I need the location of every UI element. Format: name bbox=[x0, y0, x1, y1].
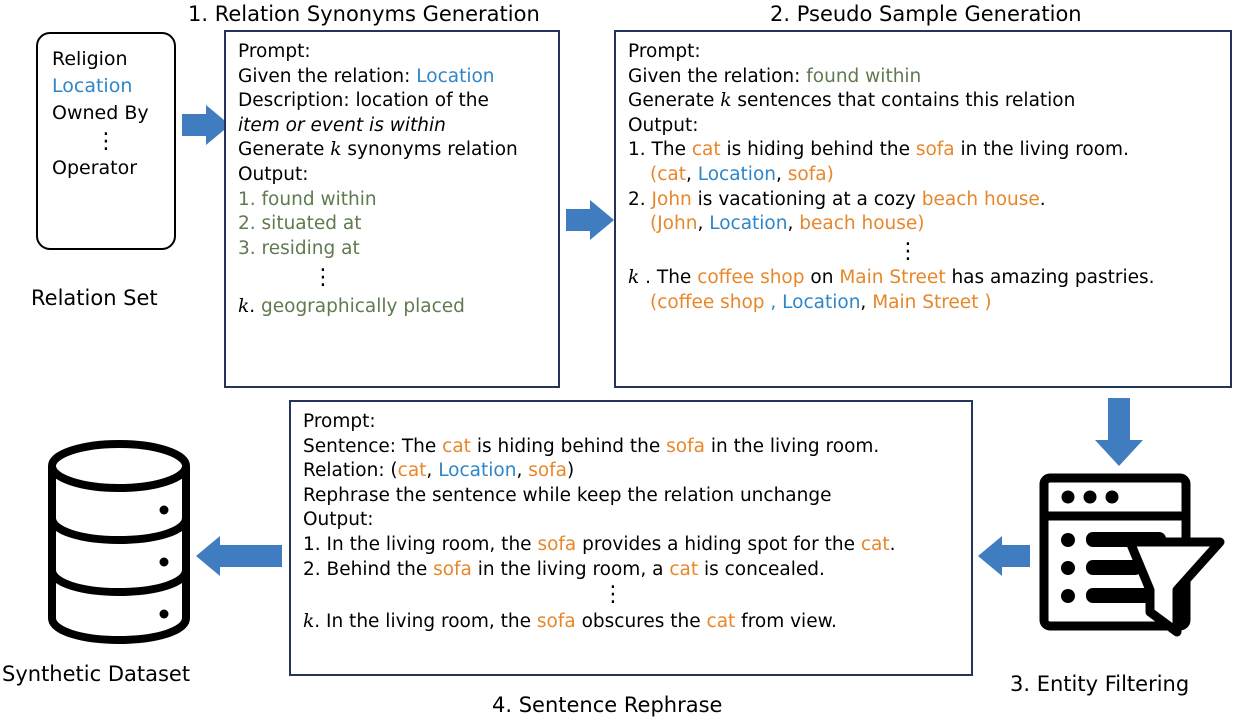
panel2-given-prefix: Given the relation: bbox=[628, 65, 807, 87]
relation-item-religion: Religion bbox=[52, 48, 128, 70]
stage-1-title: 1. Relation Synonyms Generation bbox=[188, 2, 540, 26]
panel4-relation-p6: ) bbox=[567, 460, 575, 482]
stage-4-title: 4. Sentence Rephrase bbox=[492, 693, 723, 717]
panel1-output-last-k: k bbox=[238, 295, 250, 317]
panel1-output-1-text: found within bbox=[261, 188, 377, 210]
panel2-given-relation-line bbox=[628, 65, 1220, 90]
panel2-item-last-t4: , bbox=[860, 291, 873, 313]
panel-relation-synonyms bbox=[224, 30, 560, 388]
panel4-item-2-p3: cat bbox=[669, 558, 699, 580]
panel2-generate-line bbox=[628, 89, 1220, 114]
panel2-item-1-t2: , bbox=[685, 163, 698, 185]
relation-set-caption: Relation Set bbox=[31, 286, 158, 310]
panel2-item-last-t5: Main Street bbox=[872, 291, 979, 313]
panel2-item-2-t0: ( bbox=[650, 213, 658, 235]
panel2-item-1-s1: cat bbox=[691, 139, 721, 161]
panel2-item-2-triple bbox=[628, 212, 1220, 237]
panel2-item-2-t2: , bbox=[697, 213, 710, 235]
panel2-item-1-t3: Location bbox=[697, 163, 776, 185]
panel2-item-1-s0: The bbox=[651, 139, 692, 161]
panel1-output-label: Output: bbox=[238, 163, 309, 185]
panel4-item-2-num: 2. bbox=[303, 558, 321, 580]
panel2-given-value: found within bbox=[806, 65, 922, 87]
panel4-prompt-label: Prompt: bbox=[303, 411, 376, 432]
panel4-item-last-dot: . bbox=[314, 610, 321, 632]
panel2-item-1-sentence bbox=[628, 138, 1220, 163]
panel4-item-1-num: 1. bbox=[303, 533, 321, 555]
panel2-item-last-sentence bbox=[628, 266, 1220, 291]
panel4-relation-p3: Location bbox=[438, 460, 517, 482]
panel2-item-2-t3: Location bbox=[709, 213, 788, 235]
panel4-sentence-line bbox=[303, 435, 961, 460]
panel1-output-2-text: situated at bbox=[261, 213, 362, 235]
panel4-sentence-p0: Sentence: The bbox=[303, 435, 443, 457]
panel2-prompt-label: Prompt: bbox=[628, 41, 701, 62]
panel1-description-line: Description: location of the bbox=[238, 90, 489, 112]
panel2-item-last-t3: Location bbox=[782, 291, 861, 313]
panel4-item-2-p1: sofa bbox=[433, 558, 472, 580]
arrow-panel2-to-filter bbox=[1095, 398, 1143, 466]
panel2-item-2-t5: beach house bbox=[799, 213, 918, 235]
panel4-item-last-p4: from view. bbox=[735, 610, 837, 632]
panel4-item-1-p3: cat bbox=[860, 533, 890, 555]
relation-set-box bbox=[36, 32, 176, 250]
panel2-ellipsis: ⋮ bbox=[897, 238, 919, 264]
panel4-item-2-p2: in the living room, a bbox=[471, 558, 670, 580]
panel4-item-2-p4: is concealed. bbox=[698, 558, 825, 580]
panel4-relation-p1: cat bbox=[397, 460, 427, 482]
panel2-item-last-s3: Main Street bbox=[839, 267, 946, 289]
panel2-item-last-t1: coffee shop bbox=[657, 291, 771, 313]
panel2-item-2-t1: John bbox=[657, 213, 698, 235]
database-cylinder-icon bbox=[44, 438, 194, 646]
panel2-item-2-s3: . bbox=[1039, 188, 1046, 210]
panel4-item-1-p4: . bbox=[889, 533, 896, 555]
panel2-item-last-t2: , bbox=[770, 291, 783, 313]
panel2-generate-k: k bbox=[720, 90, 732, 112]
panel2-item-2-num: 2. bbox=[628, 188, 646, 210]
panel4-item-last-p1: sofa bbox=[536, 610, 576, 632]
panel1-output-2 bbox=[238, 212, 548, 237]
panel4-item-1-p0: In the living room, the bbox=[326, 533, 538, 555]
panel2-item-1-s2: is hiding behind the bbox=[720, 139, 916, 161]
panel2-generate-prefix: Generate bbox=[628, 90, 721, 112]
arrow-filter-to-panel4 bbox=[978, 536, 1030, 576]
panel4-item-2 bbox=[303, 558, 961, 583]
arrow-relation-set-to-panel1 bbox=[182, 105, 230, 145]
panel1-output-1-num: 1. bbox=[238, 188, 256, 210]
panel2-item-last-s4: has amazing pastries. bbox=[945, 267, 1155, 289]
panel2-item-last-s1: coffee shop bbox=[697, 267, 805, 289]
panel1-given-relation-line bbox=[238, 65, 548, 90]
panel1-output-3 bbox=[238, 237, 548, 262]
panel2-item-1-t6: ) bbox=[826, 163, 834, 185]
panel2-item-last-dot: . bbox=[645, 267, 651, 289]
panel1-ellipsis: ⋮ bbox=[312, 265, 334, 291]
panel1-output-last-dot: . bbox=[249, 295, 256, 317]
panel2-item-last-k: k bbox=[628, 267, 640, 289]
panel2-item-2-s2: beach house bbox=[921, 188, 1040, 210]
panel4-relation-p0: Relation: ( bbox=[303, 460, 398, 482]
panel4-item-last-p0: In the living room, the bbox=[326, 610, 537, 632]
panel4-sentence-p4: in the living room. bbox=[704, 435, 880, 457]
panel4-item-1-p1: sofa bbox=[537, 533, 577, 555]
panel4-relation-p4: , bbox=[516, 460, 529, 482]
panel1-output-2-num: 2. bbox=[238, 213, 256, 235]
panel2-item-2-t6: ) bbox=[917, 213, 925, 235]
panel4-relation-p5: sofa bbox=[528, 460, 568, 482]
panel4-instruction: Rephrase the sentence while keep the relation unchange bbox=[303, 484, 832, 506]
stage-3-title: 3. Entity Filtering bbox=[1010, 672, 1190, 696]
panel2-item-last-t6: ) bbox=[978, 291, 992, 313]
relation-set-ellipsis: ⋮ bbox=[95, 128, 117, 154]
panel2-generate-suffix: sentences that contains this relation bbox=[731, 90, 1076, 112]
panel1-generate-k: k bbox=[330, 139, 342, 161]
panel2-item-2-sentence bbox=[628, 188, 1220, 213]
panel1-output-last-text: geographically placed bbox=[261, 295, 465, 317]
panel1-generate-suffix: synonyms relation bbox=[341, 139, 518, 161]
relation-item-owned-by: Owned By bbox=[52, 101, 149, 124]
panel4-item-last-k: k bbox=[303, 610, 315, 632]
panel4-output-label: Output: bbox=[303, 509, 374, 531]
panel1-generate-line bbox=[238, 138, 548, 163]
arrow-panel1-to-panel2 bbox=[566, 200, 614, 240]
panel2-item-1-t0: ( bbox=[650, 163, 658, 185]
filter-funnel-icon bbox=[1034, 470, 1230, 640]
panel4-sentence-p2: is hiding behind the bbox=[470, 435, 667, 457]
panel2-item-last-t0: ( bbox=[650, 291, 658, 313]
panel2-item-last-s2: on bbox=[804, 267, 840, 289]
panel1-given-prefix: Given the relation: bbox=[238, 65, 417, 87]
panel2-item-2-t4: , bbox=[787, 213, 800, 235]
panel1-given-value: Location bbox=[416, 65, 495, 87]
stage-2-title: 2. Pseudo Sample Generation bbox=[770, 2, 1082, 26]
panel-pseudo-sample bbox=[614, 30, 1232, 388]
panel4-item-2-p0: Behind the bbox=[326, 558, 434, 580]
panel2-item-1-s4: in the living room. bbox=[954, 139, 1129, 161]
relation-item-operator: Operator bbox=[52, 156, 138, 179]
panel4-item-last-p2: obscures the bbox=[575, 610, 707, 632]
panel1-output-1 bbox=[238, 188, 548, 213]
panel4-relation-line bbox=[303, 459, 961, 484]
panel1-output-3-num: 3. bbox=[238, 237, 256, 259]
panel2-item-1-s3: sofa bbox=[915, 139, 955, 161]
panel1-output-3-text: residing at bbox=[261, 237, 360, 259]
panel2-item-1-triple bbox=[628, 163, 1220, 188]
panel4-sentence-p1: cat bbox=[442, 435, 471, 457]
panel2-item-1-num: 1. bbox=[628, 139, 646, 161]
panel-sentence-rephrase bbox=[289, 400, 973, 676]
panel2-item-1-t5: sofa bbox=[787, 163, 827, 185]
panel4-item-last bbox=[303, 610, 961, 635]
panel2-item-1-t4: , bbox=[776, 163, 788, 185]
panel2-item-2-s0: John bbox=[651, 188, 692, 210]
panel4-item-1-p2: provides a hiding spot for the bbox=[576, 533, 861, 555]
panel1-generate-prefix: Generate bbox=[238, 139, 331, 161]
panel1-prompt-label: Prompt: bbox=[238, 41, 311, 62]
panel2-item-last-s0: The bbox=[656, 267, 698, 289]
panel4-item-last-p3: cat bbox=[706, 610, 736, 632]
panel2-item-1-t1: cat bbox=[657, 163, 686, 185]
panel1-description-italic: item or event is within bbox=[238, 114, 446, 136]
relation-item-location: Location bbox=[52, 74, 133, 97]
panel2-output-label: Output: bbox=[628, 114, 699, 136]
synthetic-dataset-caption: Synthetic Dataset bbox=[2, 662, 191, 686]
panel1-output-last bbox=[238, 295, 548, 320]
panel4-item-1 bbox=[303, 533, 961, 558]
panel4-ellipsis: ⋮ bbox=[602, 582, 624, 608]
panel4-sentence-p3: sofa bbox=[666, 435, 705, 457]
panel2-item-2-s1: is vacationing at a cozy bbox=[691, 188, 922, 210]
panel2-item-last-triple bbox=[628, 291, 1220, 316]
arrow-panel4-to-dataset bbox=[196, 536, 282, 576]
panel4-relation-p2: , bbox=[426, 460, 439, 482]
